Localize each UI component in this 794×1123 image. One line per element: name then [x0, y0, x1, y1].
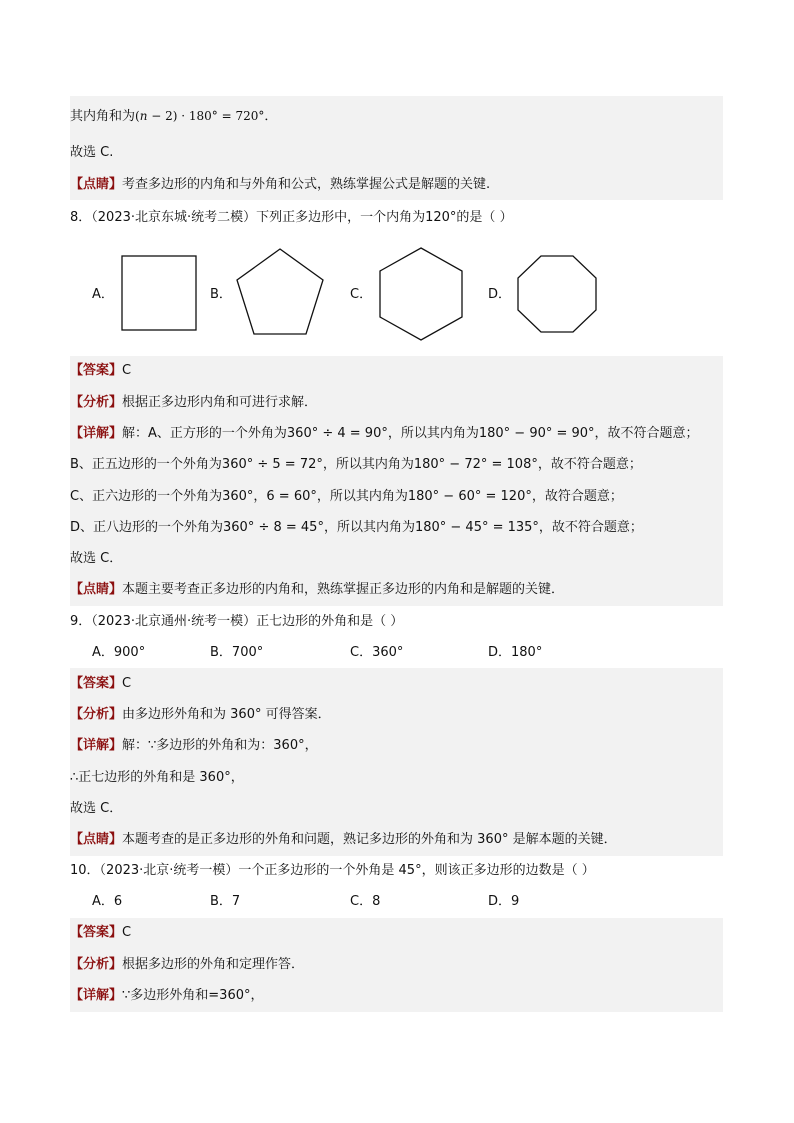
q9-stem: 9．（2023·北京通州·统考一模）正七边形的外角和是（ ） [70, 614, 404, 629]
q8-detail-c: C、正六边形的一个外角为360°，6 = 60°，所以其内角为180° − 60° = 120°，故符合题意； [70, 489, 623, 504]
q8-option-c-label: C． [350, 287, 373, 302]
q9-option-b: B．700° [210, 645, 264, 660]
q8-dianjing [70, 578, 564, 602]
q7-line1-suffix: ． [264, 109, 278, 124]
pentagon-figure [234, 246, 326, 338]
analysis-tag: 【分析】 [70, 395, 123, 410]
q9-dianjing [70, 828, 617, 852]
q10-stem: 10．（2023·北京·统考一模）一个正多边形的一个外角是 45°，则该正多边形的边数是（ ） [70, 863, 595, 878]
q8-option-a-label: A． [92, 287, 114, 302]
q10-detail [70, 984, 264, 1008]
q7-dianjing-text: 考查多边形的内角和与外角和公式，熟练掌握公式是解题的关键. [122, 177, 491, 192]
answer-tag: 【答案】 [70, 925, 123, 940]
q8-dianjing-text: 本题主要考查正多边形的内角和，熟练掌握正多边形的内角和是解题的关键． [122, 582, 565, 597]
q9-detail-2: ∴正七边形的外角和是 360°， [70, 770, 244, 785]
q8-stem: 8．（2023·北京东城·统考二模）下列正多边形中，一个内角为120°的是（ ） [70, 210, 513, 225]
q10-option-b: B．7 [210, 894, 241, 909]
q10-analysis [70, 953, 304, 977]
hexagon-figure [378, 246, 464, 342]
detail-tag: 【详解】 [70, 988, 123, 1003]
q7-inner-angle-sum-line [70, 104, 277, 128]
answer-tag: 【答案】 [70, 363, 123, 378]
analysis-tag: 【分析】 [70, 707, 123, 722]
q8-conclusion: 故选 C． [70, 551, 123, 566]
q8-analysis-text: 根据正多边形内角和可进行求解． [122, 395, 318, 410]
q7-formula: (n − 2) · 180° = 720° [135, 109, 265, 123]
q10-detail-text: ∵多边形外角和=360°， [122, 988, 264, 1003]
q10-answer [70, 921, 131, 945]
q10-answer-value: C [122, 925, 132, 940]
q8-detail-d: D、正八边形的一个外角为360° ÷ 8 = 45°，所以其内角为180° − 45° = 135°，故不符合题意； [70, 520, 643, 535]
detail-tag: 【详解】 [70, 738, 123, 753]
q8-detail-line-1 [70, 422, 699, 446]
q9-option-c: C．360° [350, 645, 404, 660]
dianjing-tag: 【点睛】 [70, 582, 123, 597]
q9-answer-value: C [122, 676, 132, 691]
q7-dianjing [70, 173, 490, 197]
q7-line1-prefix: 其内角和为 [70, 109, 136, 124]
q9-option-d: D．180° [488, 645, 543, 660]
dianjing-tag: 【点睛】 [70, 177, 123, 192]
q7-formula-n: n [139, 109, 148, 123]
q8-answer-value: C [122, 363, 132, 378]
answer-tag: 【答案】 [70, 676, 123, 691]
q9-detail-3: 故选 C． [70, 801, 123, 816]
square-figure [120, 254, 198, 332]
q10-analysis-text: 根据多边形的外角和定理作答． [122, 957, 305, 972]
q9-detail-line-1 [70, 734, 318, 758]
q10-option-c: C．8 [350, 894, 381, 909]
q10-option-d: D．9 [488, 894, 520, 909]
q9-analysis [70, 703, 331, 727]
q8-option-d-label: D． [488, 287, 512, 302]
q9-dianjing-text: 本题考查的是正多边形的外角和问题，熟记多边形的外角和为 360° 是解本题的关键． [122, 832, 617, 847]
q8-option-b-label: B． [210, 287, 232, 302]
octagon-figure [516, 254, 598, 334]
q8-analysis [70, 391, 317, 415]
q7-formula-rest: − 2) · 180° = 720° [147, 109, 265, 123]
q10-option-a: A．6 [92, 894, 123, 909]
analysis-tag: 【分析】 [70, 957, 123, 972]
dianjing-tag: 【点睛】 [70, 832, 123, 847]
detail-tag: 【详解】 [70, 426, 123, 441]
q9-option-a: A．900° [92, 645, 146, 660]
q8-detail-a: 解：A、正方形的一个外角为360° ÷ 4 = 90°，所以其内角为180° − 90° = 90°，故不符合题意； [122, 426, 699, 441]
q9-detail-1: 解：∵多边形的外角和为：360°， [122, 738, 318, 753]
q7-conclusion: 故选 C. [70, 145, 114, 160]
q8-answer [70, 359, 131, 383]
q9-analysis-text: 由多边形外角和为 360° 可得答案． [122, 707, 331, 722]
q9-answer [70, 672, 131, 696]
q8-detail-b: B、正五边形的一个外角为360° ÷ 5 = 72°，所以其内角为180° − 72° = 108°，故不符合题意； [70, 457, 642, 472]
